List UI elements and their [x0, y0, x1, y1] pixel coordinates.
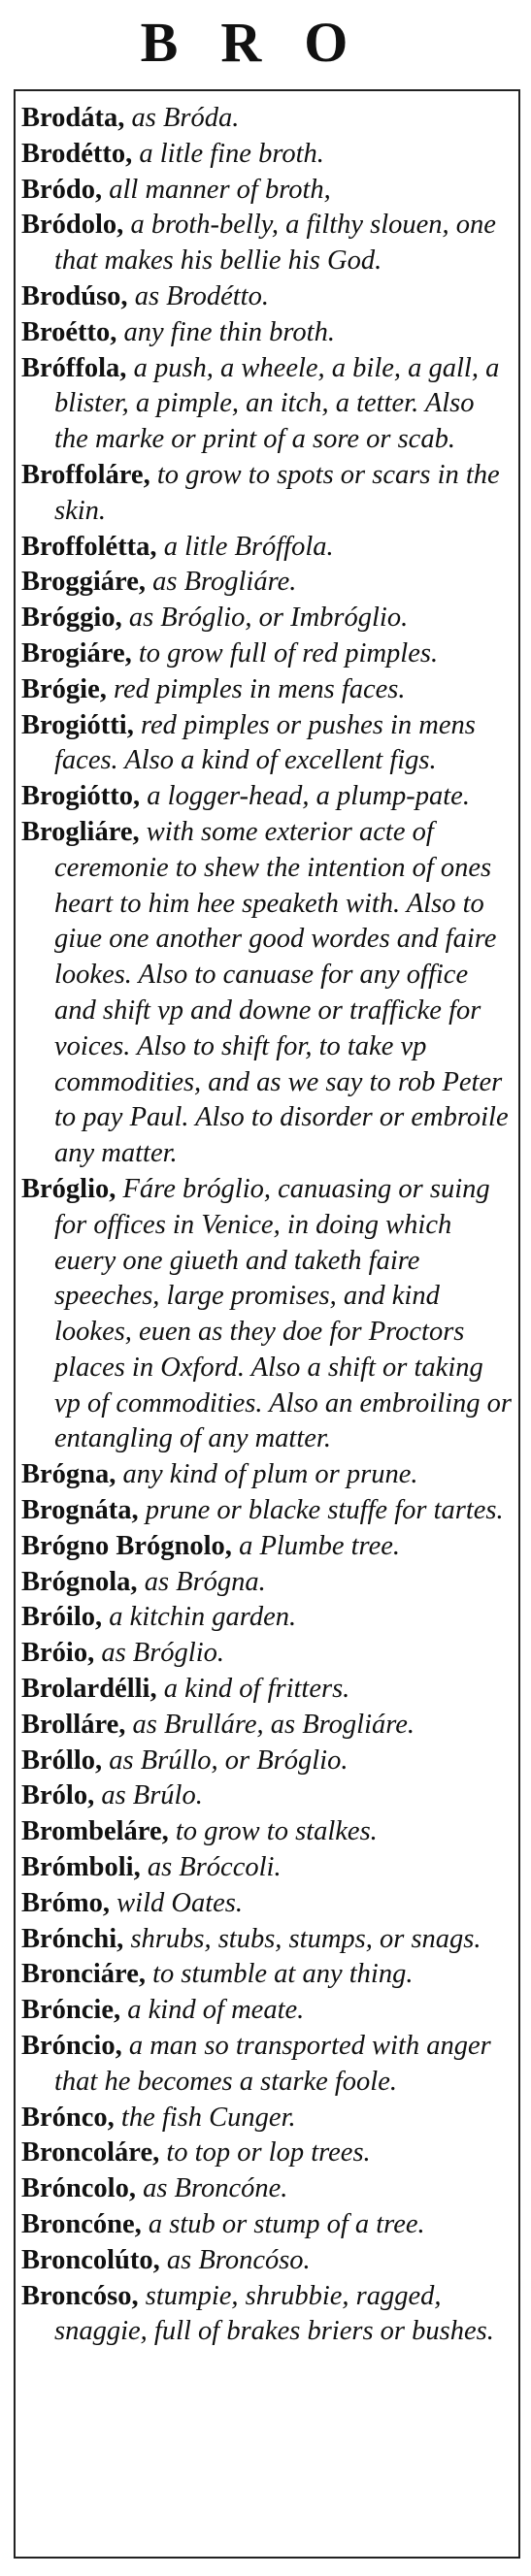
dictionary-entry: [21, 1493, 514, 1529]
entry-definition: any fine thin broth.: [123, 316, 335, 347]
dictionary-entry: [21, 1850, 514, 1886]
entry-definition: as Bróglio, or Imbróglio.: [128, 603, 409, 634]
dictionary-entry: [21, 1922, 514, 1958]
entry-definition: a Plumbe tree.: [239, 1530, 400, 1561]
entry-headword: Brodáta,: [21, 103, 125, 133]
entry-headword: Brodétto,: [21, 138, 133, 169]
frame-right-rule: [518, 89, 520, 2559]
dictionary-entry: [21, 1744, 514, 1779]
entry-definition: Fáre bróglio, canuasing or suing for offices in Venice, in doing which euery one giueth and taketh faire speeches, large promises, and kind lookes, euen as they doe for Proctors places in Oxford. Also a shift or taking vp of commodities. Also an embroiling or entangling of any matter.: [54, 1173, 513, 1454]
entry-definition: as Bróccoli.: [147, 1852, 282, 1883]
entry-definition: shrubs, stubs, stumps, or snags.: [130, 1923, 481, 1954]
dictionary-entry: [21, 779, 514, 815]
entry-definition: as Bróglio.: [101, 1638, 225, 1669]
entry-list: [21, 101, 514, 2350]
entry-headword: Brómboli,: [21, 1852, 141, 1883]
dictionary-entry: [21, 2171, 514, 2207]
entry-definition: to stumble at any thing.: [152, 1959, 414, 1990]
dictionary-entry: [21, 1565, 514, 1601]
entry-definition: a stub or stump of a tree.: [148, 2209, 425, 2240]
entry-headword: Brómo,: [21, 1887, 111, 1918]
entry-headword: Brogiótti,: [21, 709, 134, 740]
entry-definition: as Broncóso.: [166, 2244, 311, 2275]
entry-headword: Bróffola,: [21, 352, 127, 383]
entry-headword: Bróio,: [21, 1638, 95, 1669]
dictionary-entry: [21, 530, 514, 566]
entry-headword: Broggiáre,: [21, 567, 146, 598]
entry-headword: Broncolúto,: [21, 2244, 160, 2275]
frame-top-rule: [14, 89, 520, 91]
entry-headword: Brógie,: [21, 673, 107, 704]
entry-headword: Brolláre,: [21, 1709, 126, 1740]
entry-definition: the fish Cunger.: [120, 2102, 296, 2133]
entry-headword: Bróncio,: [21, 2031, 122, 2062]
dictionary-entry: [21, 2279, 514, 2351]
entry-definition: a litle fine broth.: [139, 138, 324, 169]
entry-headword: Bróllo,: [21, 1745, 103, 1776]
entry-headword: Brónco,: [21, 2102, 115, 2133]
entry-definition: a logger-head, a plump-pate.: [147, 781, 470, 812]
dictionary-entry: [21, 601, 514, 636]
dictionary-entry: [21, 1636, 514, 1672]
dictionary-entry: [21, 315, 514, 351]
dictionary-entry: [21, 1172, 514, 1457]
entry-definition: a kitchin garden.: [109, 1602, 297, 1633]
entry-definition: a kind of meate.: [127, 1995, 305, 2026]
entry-definition: all manner of broth,: [109, 174, 331, 205]
entry-definition: as Brodétto.: [134, 280, 269, 311]
dictionary-entry: [21, 351, 514, 458]
entry-headword: Brogiáre,: [21, 637, 132, 668]
entry-definition: as Brulláre, as Brogliáre.: [132, 1709, 415, 1740]
entry-definition: a push, a wheele, a bile, a gall, a blister, a pimple, an itch, a tetter. Also the marke or print of a sore or scab.: [54, 352, 500, 455]
entry-definition: as Bróda.: [131, 103, 240, 133]
entry-definition: wild Oates.: [116, 1887, 243, 1918]
entry-headword: Brogiótto,: [21, 781, 141, 812]
entry-definition: a kind of fritters.: [163, 1674, 350, 1705]
entry-headword: Broncoláre,: [21, 2137, 160, 2168]
entry-definition: stumpie, shrubbie, ragged, snaggie, full of brakes briers or bushes.: [54, 2280, 494, 2347]
entry-definition: to grow to spots or scars in the skin.: [54, 459, 500, 526]
dictionary-entry: [21, 815, 514, 1172]
entry-definition: as Brogliáre.: [152, 567, 297, 598]
frame-bottom-rule: [14, 2557, 520, 2559]
dictionary-entry: [21, 458, 514, 530]
entry-definition: to top or lop trees.: [166, 2137, 371, 2168]
entry-headword: Bródo,: [21, 174, 103, 205]
entry-headword: Bróggio,: [21, 603, 122, 634]
entry-headword: Brolardélli,: [21, 1674, 157, 1705]
entry-headword: Broétto,: [21, 316, 117, 347]
dictionary-entry: [21, 137, 514, 173]
dictionary-entry: [21, 565, 514, 601]
dictionary-entry: [21, 2207, 514, 2243]
entry-definition: any kind of plum or prune.: [122, 1459, 418, 1490]
dictionary-entry: [21, 1529, 514, 1565]
dictionary-entry: [21, 2136, 514, 2171]
dictionary-entry: [21, 279, 514, 315]
dictionary-entry: [21, 636, 514, 672]
dictionary-entry: [21, 2101, 514, 2136]
dictionary-entry: [21, 1814, 514, 1850]
entry-definition: as Brúllo, or Bróglio.: [109, 1745, 348, 1776]
entry-headword: Brodúso,: [21, 280, 128, 311]
dictionary-entry: [21, 1993, 514, 2029]
dictionary-entry: [21, 101, 514, 137]
entry-headword: Bróncie,: [21, 1995, 121, 2026]
page-header: BRO: [140, 11, 391, 74]
dictionary-entry: [21, 2029, 514, 2101]
entry-headword: Brógna,: [21, 1459, 116, 1490]
dictionary-entry: [21, 1672, 514, 1708]
entry-headword: Brogliáre,: [21, 816, 140, 847]
entry-definition: a man so transported with anger that he becomes a starke foole.: [54, 2031, 491, 2097]
dictionary-entry: [21, 173, 514, 209]
entry-definition: as Brógna.: [144, 1566, 266, 1597]
entry-definition: as Broncóne.: [143, 2173, 288, 2204]
entry-definition: a litle Bróffola.: [163, 531, 334, 562]
dictionary-entry: [21, 1457, 514, 1493]
dictionary-entry: [21, 672, 514, 708]
entry-headword: Broffolétta,: [21, 531, 157, 562]
dictionary-entry: [21, 1957, 514, 1993]
dictionary-entry: [21, 2243, 514, 2279]
entry-definition: prune or blacke stuffe for tartes.: [145, 1495, 504, 1526]
dictionary-entry: [21, 208, 514, 279]
entry-headword: Brólo,: [21, 1780, 95, 1811]
entry-definition: with some exterior acte of ceremonie to shew the intention of ones heart to him hee speaketh with. Also to giue one another good wordes and faire lookes. Also to canuase for any office and shift vp and downe or trafficke for voices. Also to shift for, to take vp commodities, and as we say to rob Peter to pay Paul. Also to disorder or embroile any matter.: [54, 816, 509, 1169]
entry-headword: Brombeláre,: [21, 1816, 169, 1847]
entry-headword: Bronciáre,: [21, 1959, 146, 1990]
entry-definition: to grow to stalkes.: [175, 1816, 378, 1847]
dictionary-entry: [21, 1778, 514, 1814]
entry-headword: Brógno Brógnolo,: [21, 1530, 232, 1561]
entry-definition: red pimples or pushes in mens faces. Also a kind of excellent figs.: [54, 709, 476, 776]
entry-headword: Brógnola,: [21, 1566, 138, 1597]
entry-definition: red pimples in mens faces.: [113, 673, 406, 704]
dictionary-entry: [21, 708, 514, 780]
entry-headword: Bróncolo,: [21, 2173, 136, 2204]
entry-definition: to grow full of red pimples.: [138, 637, 439, 668]
entry-definition: as Brúlo.: [101, 1780, 203, 1811]
entry-headword: Bróglio,: [21, 1173, 116, 1204]
dictionary-entry: [21, 1708, 514, 1744]
entry-definition: a broth-belly, a filthy slouen, one that makes his bellie his God.: [54, 210, 496, 277]
entry-headword: Bródolo,: [21, 210, 124, 241]
entry-headword: Broncóne,: [21, 2209, 142, 2240]
dictionary-entry: [21, 1600, 514, 1636]
entry-headword: Brognáta,: [21, 1495, 139, 1526]
frame-left-rule: [14, 89, 16, 2559]
entry-headword: Bróilo,: [21, 1602, 103, 1633]
entry-headword: Broncóso,: [21, 2280, 139, 2311]
entry-headword: Broffoláre,: [21, 459, 150, 490]
entry-headword: Brónchi,: [21, 1923, 124, 1954]
dictionary-entry: [21, 1886, 514, 1922]
